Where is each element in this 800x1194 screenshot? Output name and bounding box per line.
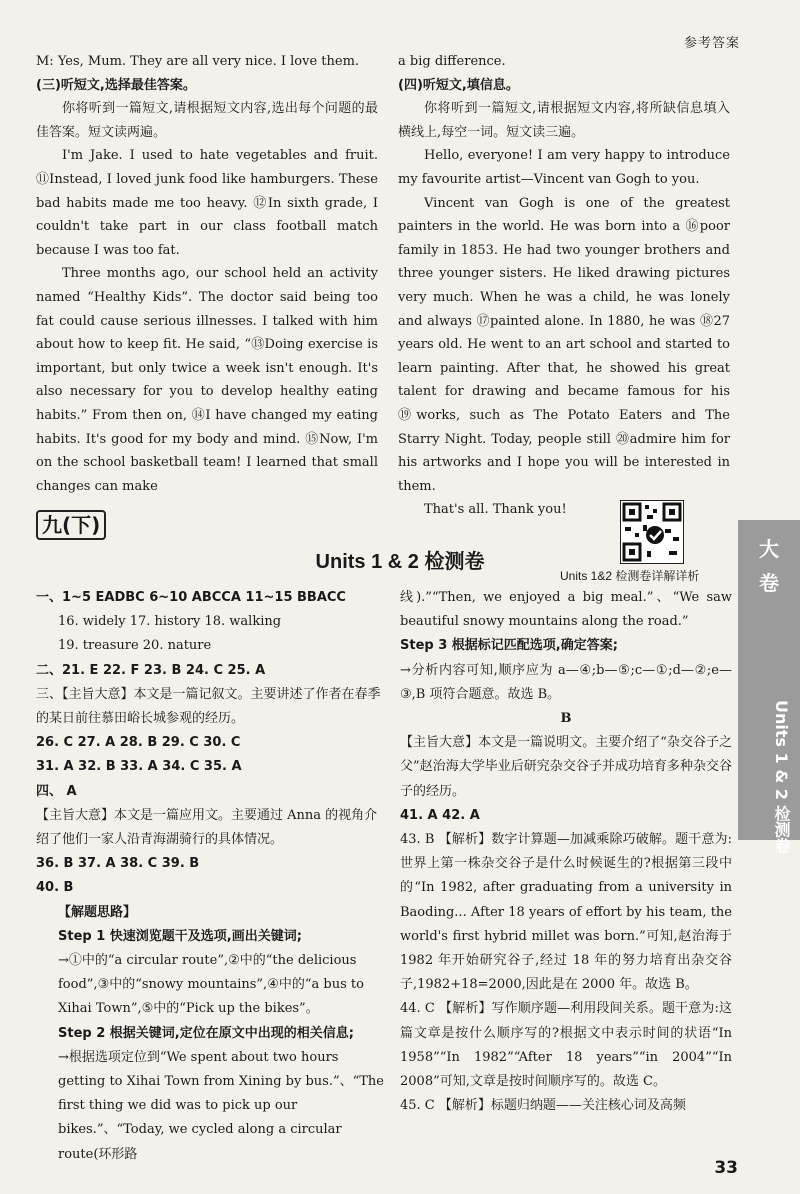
answer-line: 【主旨大意】本文是一篇说明文。主要介绍了“杂交谷子之父”赵治海大学毕业后研究杂交谷子并成功培育多种杂交谷子的经历。 xyxy=(400,735,732,799)
paragraph: (三)听短文,选择最佳答案。 xyxy=(36,77,196,93)
grade-badge: 九(下) xyxy=(36,510,106,540)
left-answer-column xyxy=(36,586,386,1167)
answer-line: →①中的“a circular route”,②中的“the delicious food”,③中的“snowy mountains”,④中的“a bus to Xihai Town”,⑤中的“Pick up the bikes”。 xyxy=(58,953,364,1017)
answer-line: Step 3 根据标记匹配选项,确定答案; xyxy=(400,638,618,654)
answer-line: 31. A 32. B 33. A 34. C 35. A xyxy=(36,759,242,775)
answer-line: 45. C 【解析】标题归纳题——关注核心词及高频 xyxy=(400,1098,686,1114)
answer-line: 【主旨大意】本文是一篇应用文。主要通过 Anna 的视角介绍了他们一家人沿青海湖骑行的具体情况。 xyxy=(36,807,378,848)
page-number: 33 xyxy=(714,1158,738,1178)
answer-line: B xyxy=(560,711,572,727)
answer-line: 19. treasure 20. nature xyxy=(58,638,212,654)
answer-line: 26. C 27. A 28. B 29. C 30. C xyxy=(36,735,241,751)
paragraph: 你将听到一篇短文,请根据短文内容,选出每个问题的最佳答案。短文读两遍。 xyxy=(36,101,378,140)
tab-char-1: 大 xyxy=(759,537,779,561)
answer-line: Step 2 根据关键词,定位在原文中出现的相关信息; xyxy=(58,1025,354,1041)
answer-line: 43. B 【解析】数字计算题—加减乘除巧破解。题干意为:世界上第一株杂交谷子是什么时候诞生的?根据第三段中的“In 1982, after graduating from a university in Baoding... After 18 years of effort by his team, the world's first hybrid millet was born.”可知,赵治海于 1982 年开始研究谷子,经过 18 年的努力培育出杂交谷子,1982+18=2000,因此是在 2000 年。故选 B。 xyxy=(400,832,732,993)
answer-line: 【解题思路】 xyxy=(58,904,137,920)
answer-line: 44. C 【解析】写作顺序题—利用段间关系。题干意为:这篇文章是按什么顺序写的?根据文中表示时间的状语“In 1958”“In 1982”“After 18 years”“in 2004”“In 2008”可知,文章是按时间顺序写的。故选 C。 xyxy=(400,1001,732,1090)
answer-line: →根据选项定位到“We spent about two hours getting to Xihai Town from Xining by bus.”、“The first thing we did was to pick up our bikes.”、“Today, we cycled along a circular route(环形路 xyxy=(58,1049,384,1162)
answer-line: →分析内容可知,顺序应为 a—④;b—⑤;c—①;d—②;e—③,B 项符合题意。故选 B。 xyxy=(400,662,732,702)
answer-line: 二、21. E 22. F 23. B 24. C 25. A xyxy=(36,662,266,678)
paragraph: Hello, everyone! I am very happy to introduce my favourite artist—Vincent van Gogh to you. xyxy=(398,148,730,187)
answer-line: Step 1 快速浏览题干及选项,画出关键词; xyxy=(58,928,302,944)
answer-line: 三、【主旨大意】本文是一篇记叙文。主要讲述了作者在春季的某日前往慕田峪长城参观的经历。 xyxy=(36,686,381,727)
tab-char-2: 卷 xyxy=(759,571,779,595)
answer-line: 41. A 42. A xyxy=(400,807,480,823)
left-top-column xyxy=(36,50,378,498)
paragraph: M: Yes, Mum. They are all very nice. I love them. xyxy=(36,54,360,69)
paragraph: Three months ago, our school held an activity named “Healthy Kids”. The doctor said being too fat could cause serious illnesses. I talked with him about how to keep fit. He said, “⑬Doing exercise is important, but only twice a week isn't enough. It's also necessary for you to develop healthy eating habits.” From then on, ⑭I have changed my eating habits. It's good for my body and mind. ⑮Now, I'm on the school basketball team! I learned that small changes can make xyxy=(36,266,378,494)
paragraph: That's all. Thank you! xyxy=(424,502,567,518)
answer-line: 线).”“Then, we enjoyed a big meal.”、“We saw beautiful snowy mountains along the road.” xyxy=(400,590,732,630)
paragraph: I'm Jake. I used to hate vegetables and fruit. ⑪Instead, I loved junk food like hamburgers. These bad habits made me too heavy. ⑫In sixth grade, I couldn't take part in our class football match because I was too fat. xyxy=(36,148,378,258)
answer-line: 一、1~5 EADBC 6~10 ABCCA 11~15 BBACC xyxy=(36,590,346,605)
answer-line: 16. widely 17. history 18. walking xyxy=(58,614,282,630)
qr-code-icon[interactable] xyxy=(620,500,684,564)
answer-line: 40. B xyxy=(36,880,74,896)
paragraph: Vincent van Gogh is one of the greatest painters in the world. He was born into a ⑯poor family in 1853. He had two younger brothers and three younger sisters. He liked drawing pictures very much. When he was a child, he was lonely and always ⑰painted alone. In 1880, he was ⑱27 years old. He went to an art school and started to learn painting. After that, he showed his great talent for drawing and became famous for his ⑲works, such as The Potato Eaters and The Starry Night. Today, people still ⑳admire him for his artworks and I hope you will be interested in them. xyxy=(398,195,730,494)
answer-line: 36. B 37. A 38. C 39. B xyxy=(36,856,200,872)
right-top-column xyxy=(398,50,730,522)
header-label: 参考答案 xyxy=(683,36,740,51)
answer-line: 四、 A xyxy=(36,783,77,799)
page-title: Units 1 & 2 检测卷 xyxy=(315,551,485,573)
side-tab-title xyxy=(745,532,793,600)
paragraph: 你将听到一篇短文,请根据短文内容,将所缺信息填入横线上,每空一词。短文读三遍。 xyxy=(398,101,730,140)
qr-caption: Units 1&2 检测卷详解详析 xyxy=(560,569,700,583)
side-tab-label: Units 1 & 2 检测卷 xyxy=(772,700,791,854)
paragraph: a big difference. xyxy=(398,54,506,69)
right-answer-column xyxy=(400,586,732,1118)
paragraph: (四)听短文,填信息。 xyxy=(398,77,519,93)
